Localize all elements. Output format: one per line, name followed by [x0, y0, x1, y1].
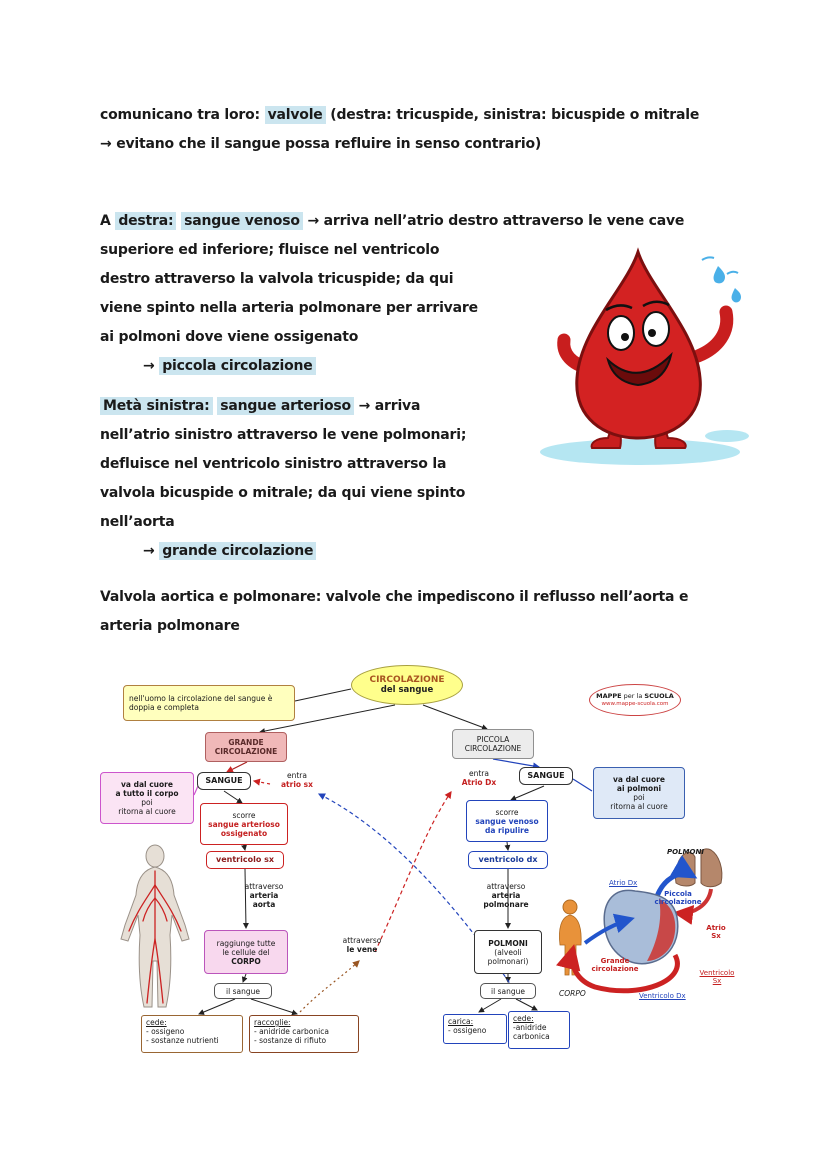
node-cede-ossigeno: [141, 1015, 243, 1053]
anatomy-label-ventricolo-dx: Ventricolo Dx: [639, 992, 686, 1000]
node-line: - ossigeno: [146, 1027, 185, 1036]
text-segment: → arriva: [353, 398, 421, 414]
label-line: polmonare: [483, 900, 529, 909]
node-polmoni-alveoli: [474, 930, 542, 974]
label-line: attraverso: [486, 882, 526, 891]
node-line: - anidride carbonica: [254, 1027, 329, 1036]
node-raggiunge-cellule-corpo: [204, 930, 288, 974]
label-line: le vene: [346, 945, 378, 954]
label-attraverso-polmonare: [461, 882, 551, 909]
label-line: arteria: [491, 891, 521, 900]
text-line: [100, 101, 699, 130]
node-line: GRANDE: [228, 738, 264, 747]
node-line: poi: [633, 793, 645, 802]
node-line: scorre: [232, 810, 256, 820]
paragraph-valvola-aortica: [100, 583, 688, 641]
anatomy-label-atrio-sx: Atrio Sx: [706, 924, 726, 941]
arrow-glyph: →: [143, 543, 160, 559]
node-line: ritorna al cuore: [610, 802, 668, 811]
node-scorre-sangue-arterioso: [200, 803, 288, 845]
anatomy-label-piccola-circolazione: Piccola circolazione: [654, 890, 702, 907]
map-title-ellipse: [351, 665, 463, 705]
node-line: PICCOLA: [476, 735, 510, 744]
label-line: aorta: [252, 900, 276, 909]
label-line: entra: [287, 771, 307, 780]
node-scorre-sangue-venoso: [466, 800, 548, 842]
node-line: raccoglie:: [254, 1018, 291, 1027]
label-entra-atrio-dx: [453, 769, 505, 787]
text-line: valvola bicuspide o mitrale; da qui viene spinto: [100, 485, 466, 501]
node-line: - sostanze nutrienti: [146, 1036, 219, 1045]
paragraph-valvole: [100, 101, 699, 159]
paragraph-sangue-arterioso: [100, 392, 466, 566]
text-line: → evitano che il sangue possa refluire in senso contrario): [100, 136, 542, 152]
text-line: [100, 392, 466, 421]
text-line: defluisce nel ventricolo sinistro attraverso la: [100, 456, 447, 472]
logo-line1: [592, 693, 678, 701]
label-attraverso-le-vene: [331, 936, 393, 954]
node-line: sangue venoso: [475, 816, 539, 826]
node-il-sangue-left: il sangue: [214, 983, 272, 999]
anatomy-label-polmoni: POLMONI: [667, 848, 704, 856]
mappe-scuola-logo: [589, 684, 681, 716]
text-segment: → arriva nell’atrio destro attraverso le vene cave: [302, 213, 685, 229]
node-line: CIRCOLAZIONE: [214, 747, 278, 756]
map-title-line2: del sangue: [380, 685, 434, 696]
highlighted-term-piccola-circolazione: piccola circolazione: [159, 357, 315, 375]
arrow-glyph: →: [143, 358, 160, 374]
node-line: cede:: [146, 1018, 167, 1027]
concept-map-circolazione: [95, 660, 755, 1070]
arrow-line-grande-circolazione: [100, 537, 466, 566]
node-va-dal-cuore-corpo: [100, 772, 194, 824]
node-va-dal-cuore-polmoni: [593, 767, 685, 819]
label-line: attraverso: [244, 882, 284, 891]
text-line: viene spinto nella arteria polmonare per arrivare: [100, 300, 478, 316]
node-line: scorre: [495, 807, 519, 817]
node-piccola-circolazione: [452, 729, 534, 759]
label-atrio-dx: Atrio Dx: [461, 778, 497, 787]
node-line: CIRCOLAZIONE: [464, 744, 522, 753]
node-line: - ossigeno: [448, 1026, 487, 1035]
highlighted-term-grande-circolazione: grande circolazione: [159, 542, 316, 560]
map-title-line1: CIRCOLAZIONE: [369, 674, 445, 685]
logo-word-mappe: MAPPE: [596, 691, 622, 700]
node-sangue-left: SANGUE: [197, 772, 251, 790]
label-line: arteria: [249, 891, 279, 900]
anatomy-label-corpo: CORPO: [559, 989, 586, 998]
node-line: cede:: [513, 1014, 534, 1023]
text-line: superiore ed inferiore; fluisce nel ventricolo: [100, 242, 440, 258]
text-line: [100, 207, 684, 236]
highlighted-term-sangue-arterioso: sangue arterioso: [217, 397, 354, 415]
node-raccoglie-anidride: [249, 1015, 359, 1053]
node-il-sangue-right: il sangue: [480, 983, 536, 999]
node-ventricolo-dx: ventricolo dx: [468, 851, 548, 869]
node-line: raggiunge tutte: [216, 938, 276, 948]
text-line: destro attraverso la valvola tricuspide; da qui: [100, 271, 454, 287]
label-entra-atrio-sx: [271, 771, 323, 789]
logo-word-perla: per la: [621, 691, 645, 700]
node-line: carica:: [448, 1017, 474, 1026]
node-line: - sostanze di rifiuto: [254, 1036, 327, 1045]
anatomy-label-atrio-dx: Atrio Dx: [609, 879, 638, 887]
label-line: attraverso: [342, 936, 382, 945]
highlighted-term-destra: destra:: [115, 212, 176, 230]
text-line: nell’atrio sinistro attraverso le vene polmonari;: [100, 427, 467, 443]
label-attraverso-aorta: [219, 882, 309, 909]
logo-word-scuola: SCUOLA: [644, 691, 674, 700]
node-line: va dal cuore: [613, 775, 665, 784]
anatomy-label-grande-circolazione: Grande circolazione: [591, 957, 639, 974]
logo-url: www.mappe-scuola.com: [601, 700, 669, 707]
anatomy-label-ventricolo-sx: Ventricolo Sx: [699, 969, 735, 986]
node-line: -anidride: [513, 1023, 547, 1032]
text-segment: A: [100, 213, 116, 229]
text-segment: (destra: tricuspide, sinistra: bicuspide o mitrale: [325, 107, 700, 123]
node-ventricolo-sx: ventricolo sx: [206, 851, 284, 869]
node-line: ossigenato: [220, 828, 268, 838]
highlighted-term-meta-sinistra: Metà sinistra:: [100, 397, 213, 415]
text-line: Valvola aortica e polmonare: valvole che impediscono il reflusso nell’aorta e: [100, 589, 689, 605]
text-line: arteria polmonare: [100, 618, 240, 634]
node-cede-anidride: [508, 1011, 570, 1049]
node-line: da ripulire: [485, 825, 529, 835]
label-line: entra: [469, 769, 489, 778]
highlighted-term-valvole: valvole: [265, 106, 326, 124]
node-line: ritorna al cuore: [118, 807, 176, 816]
node-line: polmonari): [487, 956, 529, 966]
highlighted-term-sangue-venoso: sangue venoso: [181, 212, 303, 230]
node-line: (alveoli: [494, 947, 522, 957]
human-body-illustration: [105, 843, 205, 1015]
node-sangue-right: SANGUE: [519, 767, 573, 785]
node-line: carbonica: [513, 1032, 550, 1041]
node-line: va dal cuore: [121, 780, 173, 789]
blood-drop-illustration: [522, 236, 754, 474]
node-line: CORPO: [231, 956, 261, 966]
text-line: ai polmoni dove viene ossigenato: [100, 329, 359, 345]
map-note-box: nell'uomo la circolazione del sangue è doppia e completa: [123, 685, 295, 721]
node-line: ai polmoni: [616, 784, 662, 793]
text-segment: comunicano tra loro:: [100, 107, 265, 123]
node-carica-ossigeno: [443, 1014, 507, 1044]
node-line: poi: [141, 798, 153, 807]
node-line: POLMONI: [488, 938, 528, 948]
node-line: a tutto il corpo: [115, 789, 179, 798]
node-grande-circolazione: [205, 732, 287, 762]
node-line: sangue arterioso: [208, 819, 280, 829]
blood-drop-mascot: [522, 236, 754, 474]
node-line: le cellule del: [222, 947, 270, 957]
text-line: nell’aorta: [100, 514, 175, 530]
label-atrio-sx: atrio sx: [281, 780, 313, 789]
